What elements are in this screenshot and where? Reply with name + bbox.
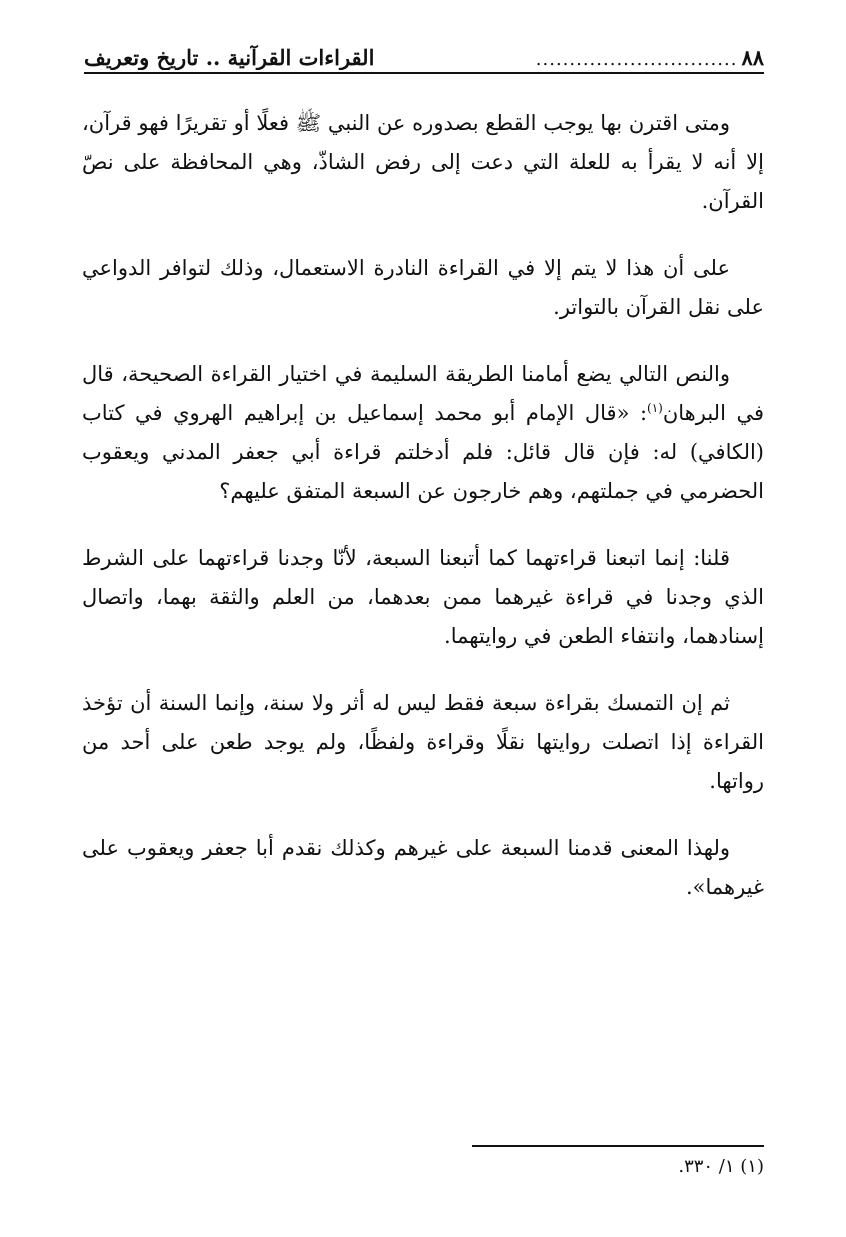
running-header (84, 34, 764, 70)
page-number: ٨٨ (741, 45, 764, 70)
running-title: القراءات القرآنية .. تاريخ وتعريف (84, 45, 375, 70)
header-rule (84, 72, 764, 74)
paragraph-6: ولهذا المعنى قدمنا السبعة على غيرهم وكذلك نقدم أبا جعفر ويعقوب على غيرهما». (82, 836, 764, 899)
footnote: (١) ١/ ٣٣٠. (678, 1156, 764, 1177)
main-text (82, 104, 764, 935)
paragraph-3-after: : «قال الإمام أبو محمد إسماعيل بن إبراهيم الهروي في كتاب (الكافي) له: فإن قال قائل: فلم أدخلتم قراءة أبي جعفر المدني ويعقوب الحضرمي في جملتهم، وهم خارجون عن السبعة المتفق عليهم؟ (82, 401, 764, 503)
paragraph-3-before: والنص التالي يضع أمامنا الطريقة السليمة في اختيار القراءة الصحيحة، قال في البرهان (82, 362, 764, 425)
paragraph-2: على أن هذا لا يتم إلا في القراءة النادرة الاستعمال، وذلك لتوافر الدواعي على نقل القرآن بالتواتر. (82, 256, 764, 319)
paragraph-1: ومتى اقترن بها يوجب القطع بصدوره عن النبي ﷺ فعلًا أو تقريرًا فهو قرآن، إلا أنه لا يقرأ به للعلة التي دعت إلى رفض الشاذّ، وهي المحافظة على نصّ القرآن. (82, 111, 764, 213)
footnote-rule (472, 1145, 764, 1147)
paragraph-3 (82, 355, 764, 511)
footnote-reference[interactable]: (١) (647, 401, 663, 415)
leader-dots: .............................. (535, 49, 738, 70)
paragraph-5: ثم إن التمسك بقراءة سبعة فقط ليس له أثر ولا سنة، وإنما السنة أن تؤخذ القراءة إذا اتصلت روايتها نقلًا وقراءة ولفظًا، ولم يوجد طعن على أحد من رواتها. (82, 691, 764, 793)
paragraph-4: قلنا: إنما اتبعنا قراءتهما كما أتبعنا السبعة، لأنّا وجدنا قراءتهما على الشرط الذي وجدنا في قراءة غيرهما ممن بعدهما، من العلم والثقة بهما، واتصال إسنادهما، وانتفاء الطعن في روايتهما. (82, 546, 764, 648)
